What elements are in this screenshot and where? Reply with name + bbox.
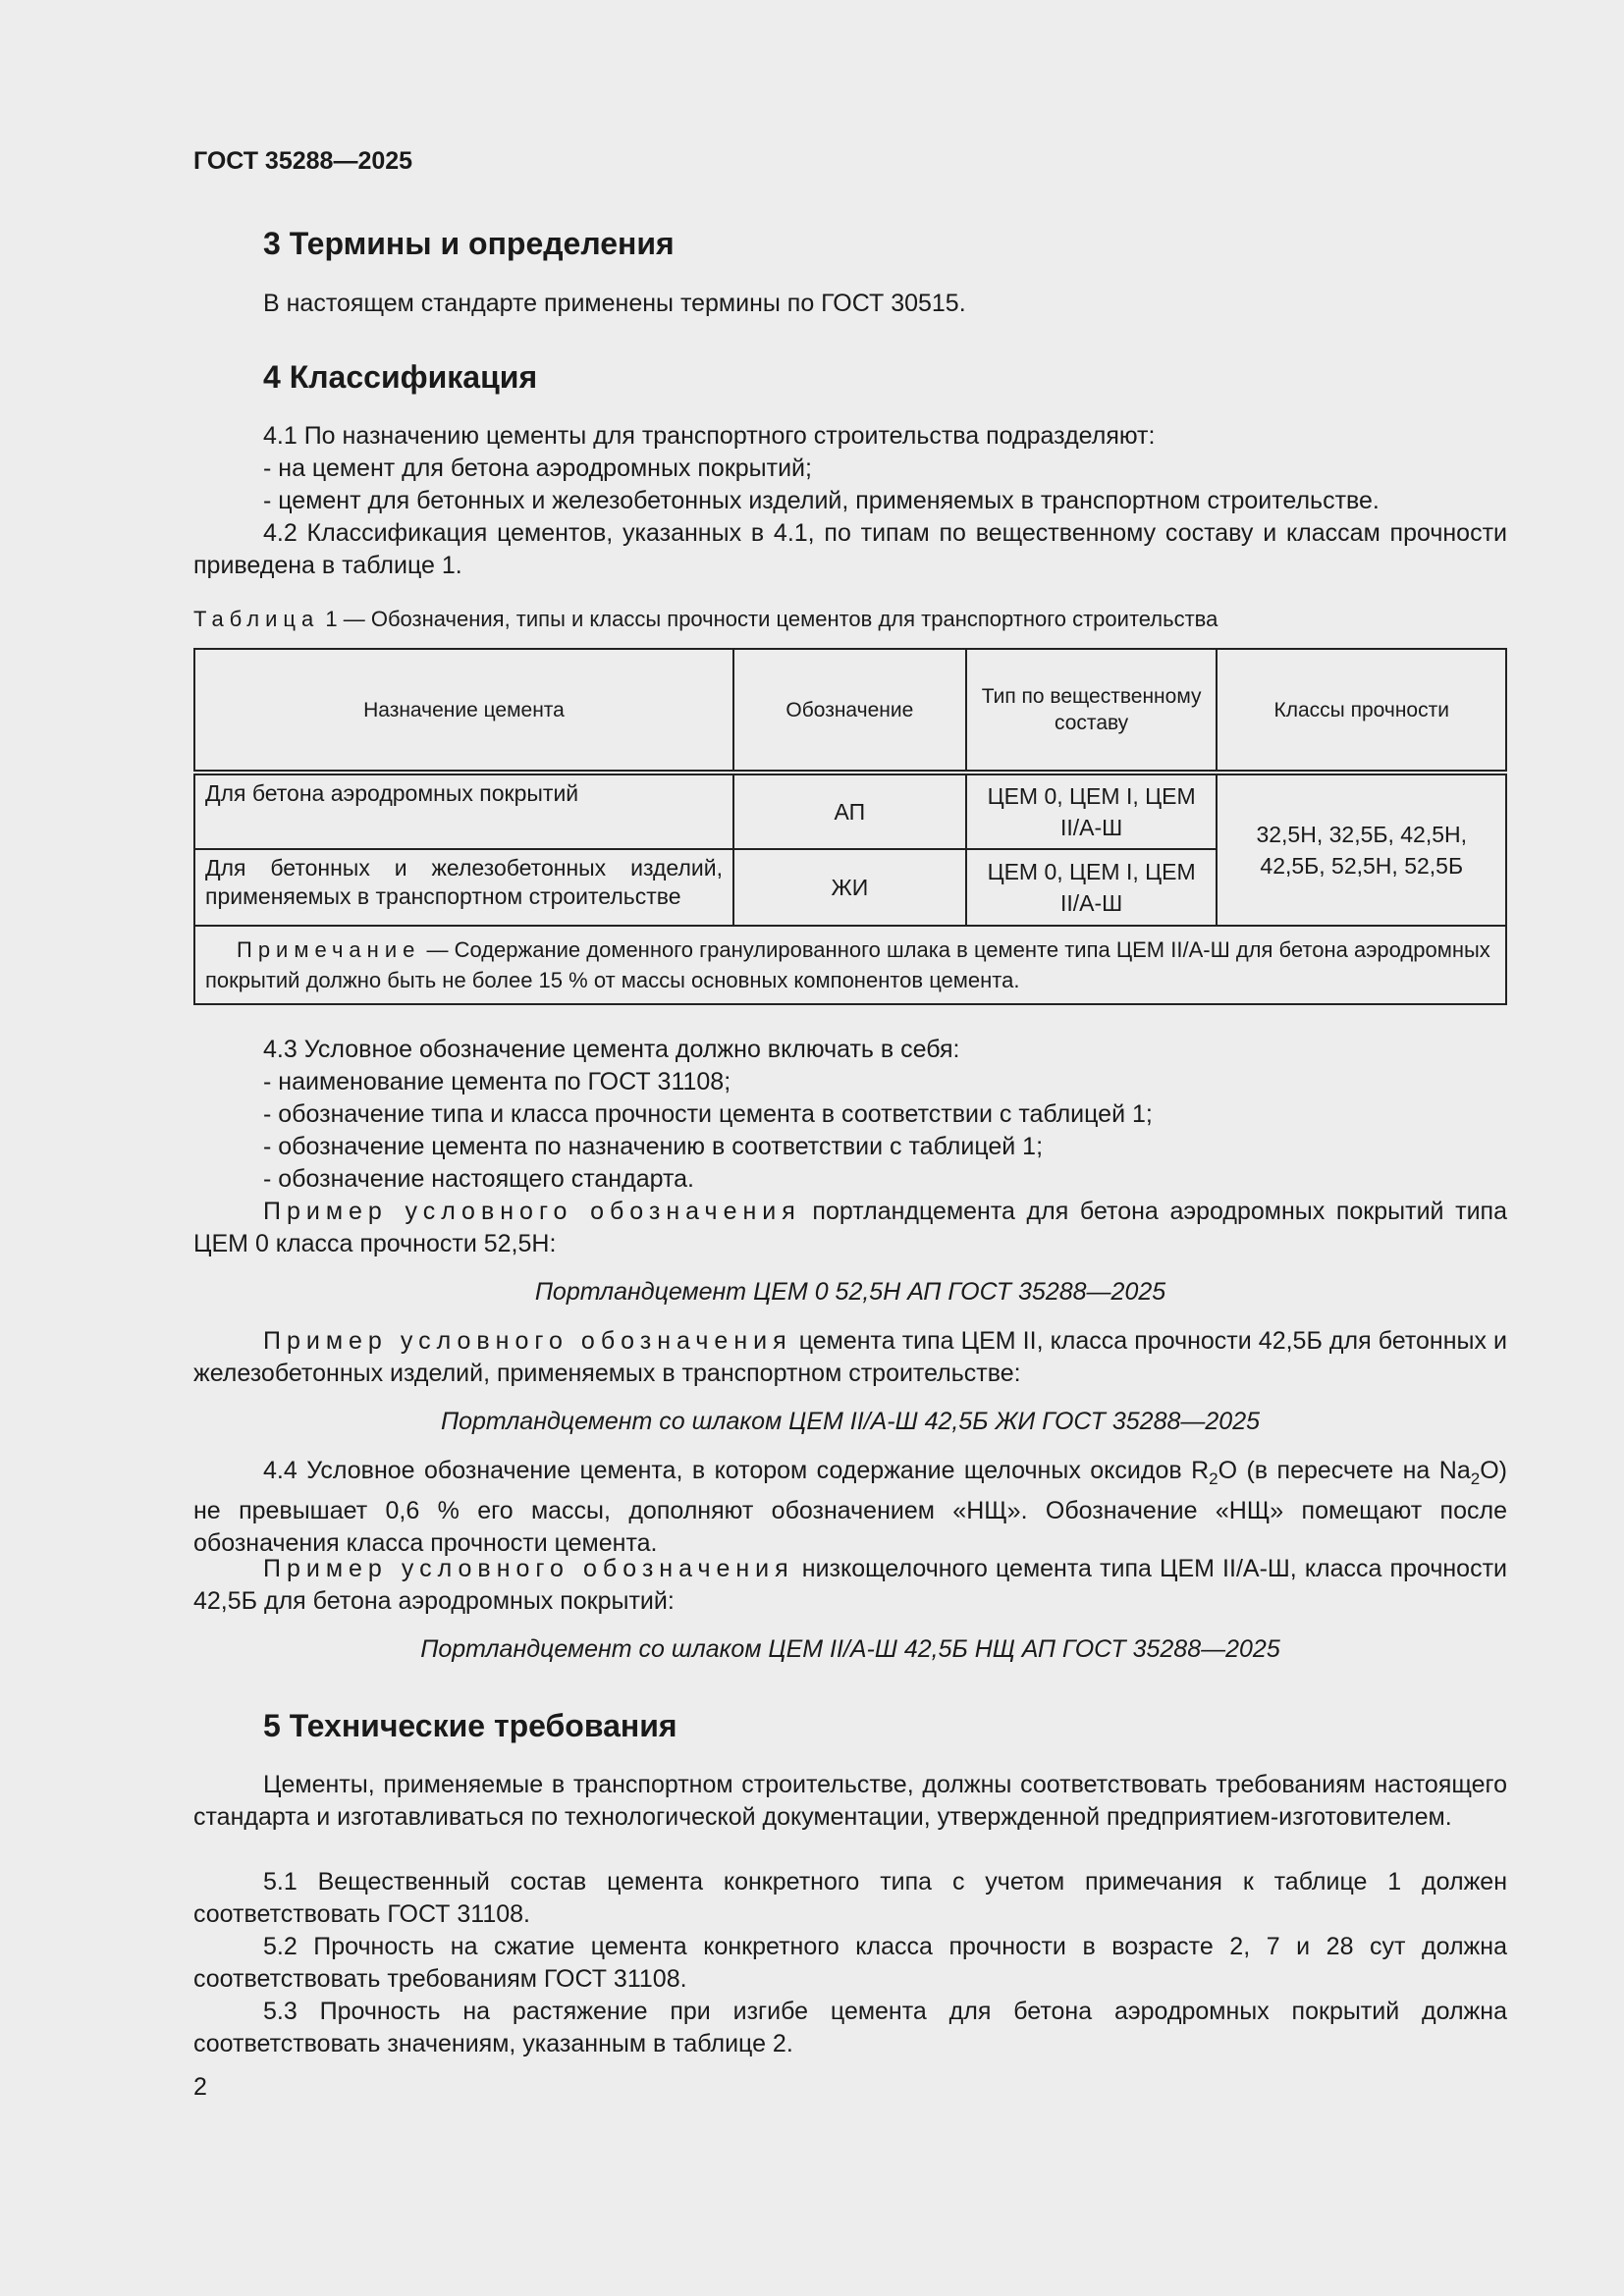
example-2-intro xyxy=(193,1325,1507,1390)
example-3-intro xyxy=(193,1553,1507,1618)
example-1-intro xyxy=(193,1196,1507,1260)
clause-4-2: 4.2 Классификация цементов, указанных в 4.1, по типам по вещественному составу и классам прочности приведена в таблице 1. xyxy=(193,519,1507,579)
table-header-cell: Обозначение xyxy=(733,649,966,773)
table-cell-type: ЦЕМ 0, ЦЕМ I, ЦЕМ II/А-Ш xyxy=(966,849,1218,926)
table-caption-text: 1 — Обозначения, типы и классы прочности цементов для транспортного строительства xyxy=(319,607,1218,631)
example-2: Портландцемент со шлаком ЦЕМ II/А-Ш 42,5Б ЖИ ГОСТ 35288—2025 xyxy=(441,1408,1260,1435)
table-cell-designation: ЖИ xyxy=(733,849,966,926)
section-3-text: В настоящем стандарте применены термины по ГОСТ 30515. xyxy=(263,290,966,317)
table-cell-purpose: Для бетонных и железобетонных изделий, применяемых в транспортном строительстве xyxy=(194,849,733,926)
example-1-text: портландцемента для бетона аэродромных покрытий типа ЦЕМ 0 класса прочности 52,5Н: xyxy=(193,1198,1507,1257)
clause-4-3-item: - обозначение цемента по назначению в соответствии с таблицей 1; xyxy=(263,1133,1044,1160)
table-header-cell: Тип по вещественному составу xyxy=(966,649,1218,773)
table-note-label: Примечание xyxy=(237,937,421,962)
table-header-row xyxy=(194,649,1506,773)
example-1: Портландцемент ЦЕМ 0 52,5Н АП ГОСТ 35288—2025 xyxy=(534,1278,1166,1306)
clause-4-1: 4.1 По назначению цементы для транспортного строительства подразделяют: xyxy=(263,422,1156,450)
clause-4-3-item: - наименование цемента по ГОСТ 31108; xyxy=(263,1068,731,1095)
section-5-title: 5 Технические требования xyxy=(263,1708,677,1743)
section-5-intro: Цементы, применяемые в транспортном строительстве, должны соответствовать требованиям настоящего стандарта и изготавливаться по технологической документации, утвержденной предприятием-изготовителем. xyxy=(193,1771,1507,1831)
clause-4-1-item-1: - на цемент для бетона аэродромных покрытий; xyxy=(263,454,812,482)
clause-4-3-item: - обозначение настоящего стандарта. xyxy=(263,1165,694,1193)
example-2-text: цемента типа ЦЕМ II, класса прочности 42,5Б для бетонных и железобетонных изделий, применяемых в транспортном строительстве: xyxy=(193,1327,1508,1387)
table-cell-purpose: Для бетона аэродромных покрытий xyxy=(194,773,733,849)
table-note xyxy=(194,926,1506,1004)
example-label: Пример условного обозначения xyxy=(263,1198,801,1225)
table-row xyxy=(194,773,1506,849)
clause-4-1-item-2: - цемент для бетонных и железобетонных изделий, применяемых в транспортном строительстве. xyxy=(263,487,1380,514)
document-code: ГОСТ 35288—2025 xyxy=(193,147,413,175)
table-1 xyxy=(193,648,1507,1005)
table-caption-label: Таблица xyxy=(193,607,320,631)
clause-5-2: 5.2 Прочность на сжатие цемента конкретного класса прочности в возрасте 2, 7 и 28 сут должна соответствовать требованиям ГОСТ 31108. xyxy=(193,1933,1507,1993)
clause-5-1: 5.1 Вещественный состав цемента конкретного типа с учетом примечания к таблице 1 должен соответствовать ГОСТ 31108. xyxy=(193,1868,1507,1928)
example-label: Пример условного обозначения xyxy=(263,1327,792,1355)
clause-4-3: 4.3 Условное обозначение цемента должно включать в себя: xyxy=(263,1036,960,1063)
example-3: Портландцемент со шлаком ЦЕМ II/А-Ш 42,5Б НЩ АП ГОСТ 35288—2025 xyxy=(420,1635,1280,1663)
section-3-title: 3 Термины и определения xyxy=(263,226,675,261)
table-note-row xyxy=(194,926,1506,1004)
example-3-text: низкощелочного цемента типа ЦЕМ II/А-Ш, класса прочности 42,5Б для бетона аэродромных покрытий: xyxy=(193,1555,1507,1615)
clause-5-3: 5.3 Прочность на растяжение при изгибе цемента для бетона аэродромных покрытий должна соответствовать значениям, указанным в таблице 2. xyxy=(193,1998,1507,2057)
page-number: 2 xyxy=(193,2073,207,2101)
clause-4-3-item: - обозначение типа и класса прочности цемента в соответствии с таблицей 1; xyxy=(263,1100,1153,1128)
table-note-text: — Содержание доменного гранулированного шлака в цементе типа ЦЕМ II/А-Ш для бетона аэродромных покрытий должно быть не более 15 % от массы основных компонентов цемента. xyxy=(205,937,1490,992)
table-cell-strength-classes: 32,5Н, 32,5Б, 42,5Н, 42,5Б, 52,5Н, 52,5Б xyxy=(1217,773,1506,926)
table-cell-type: ЦЕМ 0, ЦЕМ I, ЦЕМ II/А-Ш xyxy=(966,773,1218,849)
table-header-cell: Назначение цемента xyxy=(194,649,733,773)
section-4-title: 4 Классификация xyxy=(263,359,538,395)
table-header-cell: Классы прочности xyxy=(1217,649,1506,773)
clause-4-4: 4.4 Условное обозначение цемента, в котором содержание щелочных оксидов $R_2O$ (в пересчете на $Na_2O$) не превышает 0,6 % его массы, дополняют обозначением «НЩ». Обозначение «НЩ» помещают после обозначения класса прочности цемента. xyxy=(193,1457,1507,1557)
table-cell-designation: АП xyxy=(733,773,966,849)
example-label: Пример условного обозначения xyxy=(263,1555,794,1582)
table-1-caption xyxy=(193,607,1218,632)
